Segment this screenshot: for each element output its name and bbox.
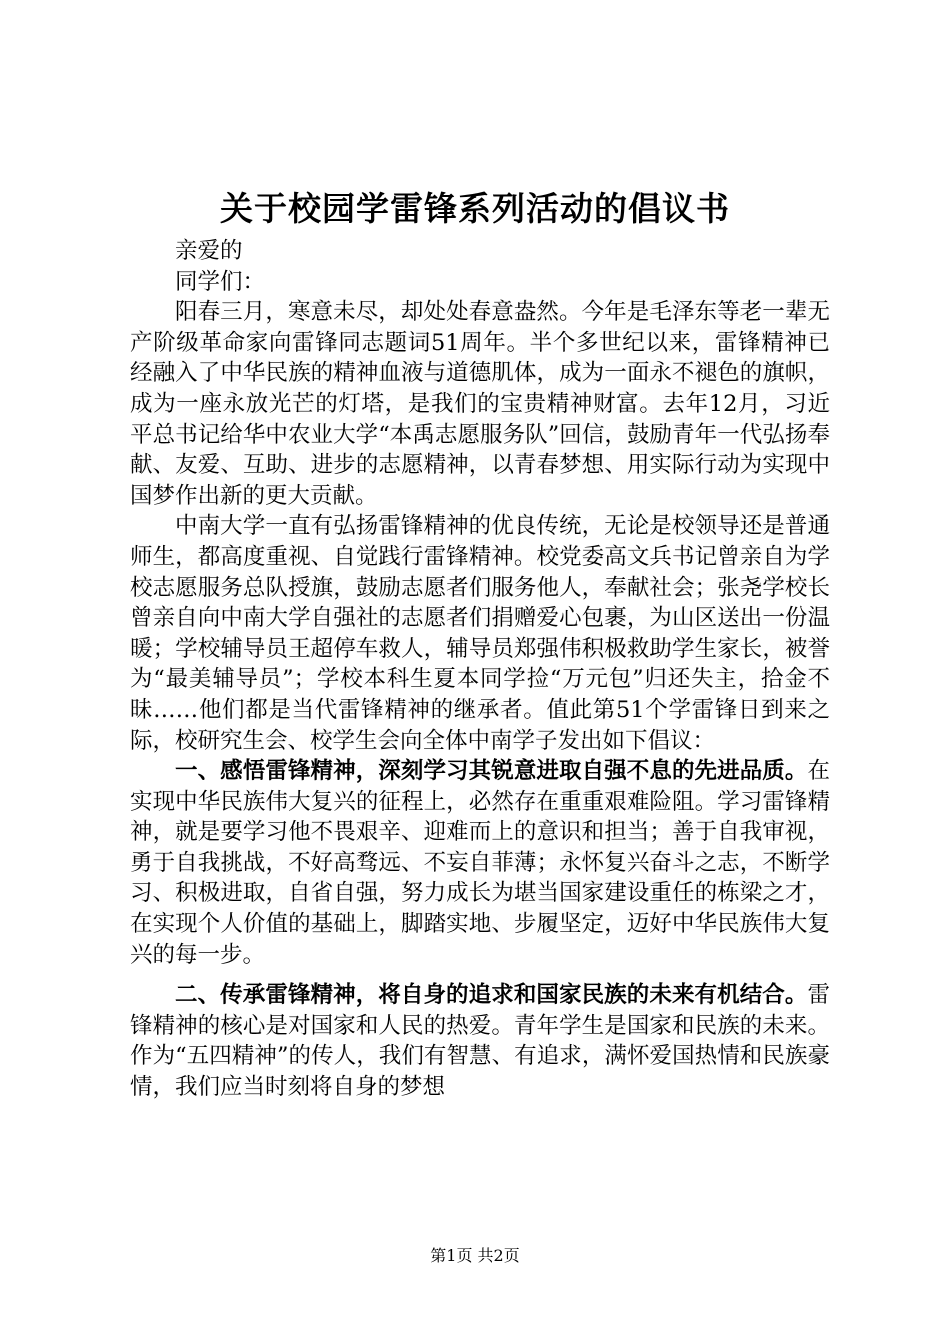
section-2-body: 雷锋精神的核心是对国家和人民的热爱。青年学生是国家和民族的未来。作为“五四精神”的传人，我们有智慧、有追求，满怀爱国热情和民族豪情，我们应当时刻将自身的梦想 [130,982,830,1101]
section-1-body: 在实现中华民族伟大复兴的征程上，必然存在重重艰难险阻。学习雷锋精神，就是要学习他不畏艰辛、迎难而上的意识和担当；善于自我审视，勇于自我挑战，不好高骛远、不妄自菲薄；永怀复兴奋斗之志，不断学习、积极进取，自省自强，努力成长为堪当国家建设重任的栋梁之才，在实现个人价值的基础上，脚踏实地、步履坚定，迈好中华民族伟大复兴的每一步。 [130,758,830,968]
document-title: 关于校园学雷锋系列活动的倡议书 [220,189,730,228]
greeting-line-2: 同学们： [175,268,266,295]
paragraph-1: 阳春三月，寒意未尽，却处处春意盎然。今年是毛泽东等老一辈无产阶级革命家向雷锋同志题词51周年。半个多世纪以来，雷锋精神已经融入了中华民族的精神血液与道德肌体，成为一面永不褪色的旗帜，成为一座永放光芒的灯塔，是我们的宝贵精神财富。去年12月，习近平总书记给华中农业大学“本禹志愿服务队”回信，鼓励青年一代弘扬奉献、友爱、互助、进步的志愿精神，以青春梦想、用实际行动为实现中国梦作出新的更大贡献。 [130,299,830,509]
section-1 [130,756,830,970]
document-body [130,236,830,1103]
section-1-heading: 一、感悟雷锋精神，深刻学习其锐意进取自强不息的先进品质。 [175,758,808,785]
section-2 [130,980,830,1102]
page-footer: 第1页 共2页 [430,1246,520,1265]
greeting-line-1: 亲爱的 [175,238,243,264]
paragraph-2: 中南大学一直有弘扬雷锋精神的优良传统，无论是校领导还是普通师生，都高度重视、自觉践行雷锋精神。校党委高文兵书记曾亲自为学校志愿服务总队授旗，鼓励志愿者们服务他人，奉献社会；张尧学校长曾亲自向中南大学自强社的志愿者们捐赠爱心包裹，为山区送出一份温暖；学校辅导员王超停车救人，辅导员郑强伟积极救助学生家长，被誉为“最美辅导员”；学校本科生夏本同学捡“万元包”归还失主，拾金不昧……他们都是当代雷锋精神的继承者。值此第51个学雷锋日到来之际，校研究生会、校学生会向全体中南学子发出如下倡议： [130,513,830,754]
section-2-heading: 二、传承雷锋精神，将自身的追求和国家民族的未来有机结合。 [175,982,808,1009]
